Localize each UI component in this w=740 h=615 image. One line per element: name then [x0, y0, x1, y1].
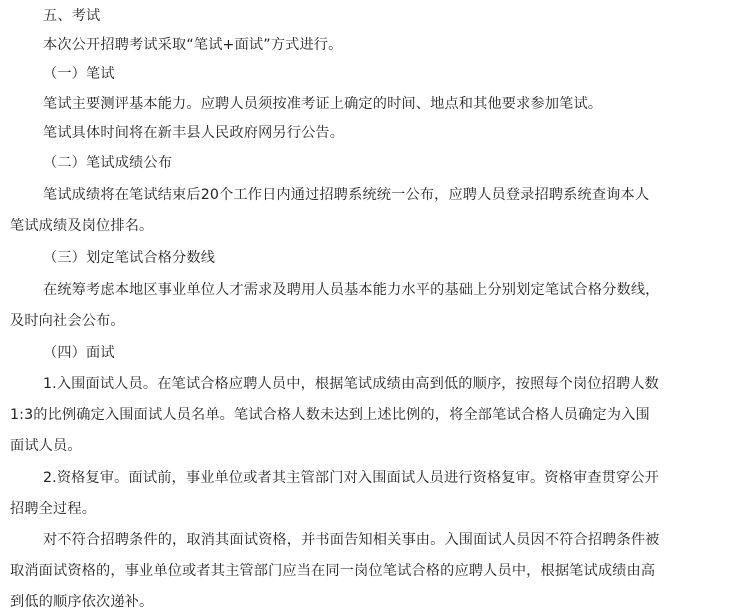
paragraph-line: 面试人员。	[10, 438, 82, 454]
paragraph-line: 对不符合招聘条件的，取消其面试资格，并书面告知相关事由。入围面试人员因不符合招聘条件被	[43, 532, 660, 548]
paragraph-line: 取消面试资格的，事业单位或者其主管部门应当在同一岗位笔试合格的应聘人员中，根据笔试成绩由高	[10, 563, 656, 579]
paragraph-line: 到低的顺序依次递补。	[10, 594, 154, 610]
paragraph-line: 招聘全过程。	[10, 501, 97, 517]
paragraph-line: 笔试具体时间将在新丰县人民政府网另行公告。	[43, 125, 345, 141]
subsection-heading: （二）笔试成绩公布	[43, 155, 173, 171]
subsection-heading: （四）面试	[43, 345, 115, 361]
section-heading: 五、考试	[43, 8, 101, 24]
paragraph-line: 在统筹考虑本地区事业单位人才需求及聘用人员基本能力水平的基础上分别划定笔试合格分数线，	[43, 282, 660, 298]
subsection-heading: （一）笔试	[43, 66, 115, 82]
paragraph-line: 2.资格复审。面试前，事业单位或者其主管部门对入围面试人员进行资格复审。资格审查贯穿公开	[43, 470, 660, 486]
paragraph-line: 及时向社会公布。	[10, 313, 125, 329]
paragraph-line: 1.入围面试人员。在笔试合格应聘人员中，根据笔试成绩由高到低的顺序，按照每个岗位招聘人数	[43, 376, 660, 392]
paragraph-line: 笔试主要测评基本能力。应聘人员须按准考证上确定的时间、地点和其他要求参加笔试。	[43, 96, 603, 112]
paragraph-line: 1:3的比例确定入围面试人员名单。笔试合格人数未达到上述比例的，将全部笔试合格人员确定为入围	[10, 407, 650, 423]
subsection-heading: （三）划定笔试合格分数线	[43, 250, 216, 266]
paragraph-line: 笔试成绩将在笔试结束后20个工作日内通过招聘系统统一公布，应聘人员登录招聘系统查询本人	[43, 187, 650, 203]
paragraph-line: 笔试成绩及岗位排名。	[10, 218, 154, 234]
paragraph-line: 本次公开招聘考试采取“笔试+面试”方式进行。	[43, 37, 343, 53]
